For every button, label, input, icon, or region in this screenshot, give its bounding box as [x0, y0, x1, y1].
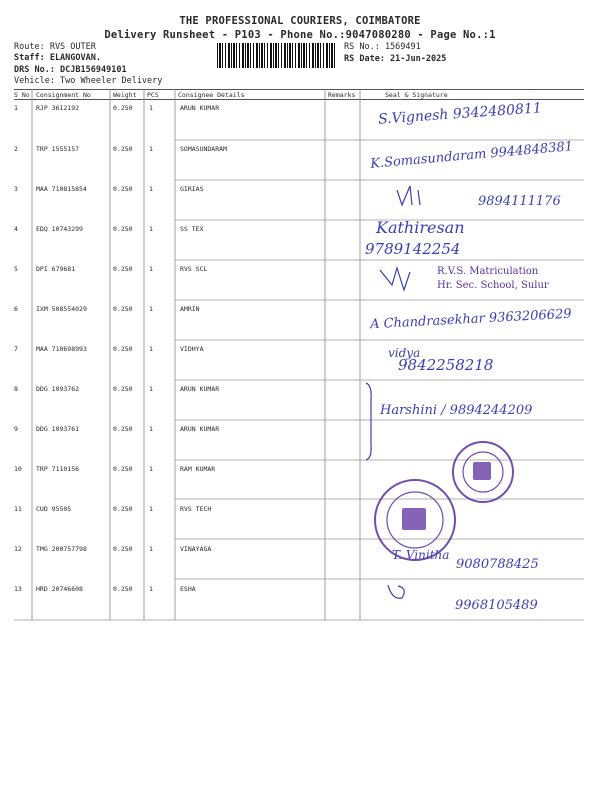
staff-label: Staff: ELANGOVAN.: [14, 53, 101, 63]
sno: 4: [14, 225, 18, 233]
col-header-sno: S No: [14, 91, 30, 99]
pcs: 1: [149, 545, 153, 553]
consignee: VIDHYA: [180, 345, 204, 353]
consignee: ARUN KUMAR: [180, 385, 220, 393]
signature-row-2: K.Somasundaram 9944848381: [369, 139, 574, 172]
sno: 9: [14, 425, 18, 433]
sno: 10: [14, 465, 22, 473]
weight: 0.250: [113, 305, 133, 313]
consignee: SOMASUNDARAM: [180, 145, 227, 153]
pcs: 1: [149, 345, 153, 353]
weight: 0.250: [113, 185, 133, 193]
weight: 0.250: [113, 425, 133, 433]
col-header-pcs: PCS: [147, 91, 159, 99]
sno: 5: [14, 265, 18, 273]
weight: 0.250: [113, 505, 133, 513]
col-header-consignment: Consignment No: [36, 91, 91, 99]
consignment-no: DDG 1093762: [36, 385, 80, 393]
sno: 2: [14, 145, 18, 153]
signature-row-7-name: vidya: [388, 346, 421, 360]
weight: 0.250: [113, 585, 133, 593]
sno: 11: [14, 505, 22, 513]
consignee: RVS TECH: [180, 505, 212, 513]
pcs: 1: [149, 305, 153, 313]
company-title: THE PROFESSIONAL COURIERS, COIMBATORE: [179, 15, 421, 27]
pcs: 1: [149, 385, 153, 393]
consignment-no: IXM 508554029: [36, 305, 87, 313]
col-header-signature: Seal & Signature: [385, 91, 448, 99]
pcs: 1: [149, 225, 153, 233]
consignment-no: CUD 95505: [36, 505, 72, 513]
weight: 0.250: [113, 545, 133, 553]
sno: 7: [14, 345, 18, 353]
consignment-no: DPI 679681: [36, 265, 76, 273]
consignee: RVS SCL: [180, 265, 208, 273]
weight: 0.250: [113, 265, 133, 273]
sno: 12: [14, 545, 22, 553]
signature-row-6: A Chandrasekhar 9363206629: [369, 306, 572, 333]
school-stamp-line-2: Hr. Sec. School, Sulur: [437, 280, 549, 291]
pcs: 1: [149, 265, 153, 273]
consignment-no: DDG 1093761: [36, 425, 80, 433]
pcs: 1: [149, 425, 153, 433]
weight: 0.250: [113, 385, 133, 393]
pcs: 1: [149, 104, 153, 112]
consignee: VINAYAGA: [180, 545, 212, 553]
sno: 8: [14, 385, 18, 393]
signature-rows-8-9: Harshini / 9894244209: [380, 403, 533, 418]
consignee: GIRIAS: [180, 185, 204, 193]
consignment-no: HRD 20746608: [36, 585, 83, 593]
sno: 1: [14, 104, 18, 112]
sno: 6: [14, 305, 18, 313]
consignee: ARUN KUMAR: [180, 425, 220, 433]
school-stamp-line-1: R.V.S. Matriculation: [437, 266, 539, 277]
signature-row-4-phone: 9789142254: [365, 240, 461, 258]
consignment-no: RJP 3612192: [36, 104, 80, 112]
signature-row-1: S.Vignesh 9342480811: [377, 100, 543, 128]
col-header-remarks: Remarks: [328, 91, 356, 99]
signature-row-4-name: Kathiresan: [376, 218, 465, 237]
sno: 13: [14, 585, 22, 593]
pcs: 1: [149, 185, 153, 193]
pcs: 1: [149, 465, 153, 473]
signature-row-13: 9968105489: [455, 598, 538, 613]
rs-number: RS No.: 1569491: [344, 42, 421, 52]
consignee: SS TEX: [180, 225, 204, 233]
weight: 0.250: [113, 225, 133, 233]
weight: 0.250: [113, 104, 133, 112]
consignee: ARUN KUMAR: [180, 104, 220, 112]
signature-row-3: 9894111176: [478, 194, 561, 209]
col-header-weight: Weight: [113, 91, 137, 99]
consignee: AMRIN: [180, 305, 200, 313]
consignment-no: TRP 7110156: [36, 465, 80, 473]
consignment-no: MAA 710698993: [36, 345, 87, 353]
signature-row-12-phone: 9080788425: [456, 557, 539, 572]
consignee: RAM KUMAR: [180, 465, 216, 473]
weight: 0.250: [113, 145, 133, 153]
sno: 3: [14, 185, 18, 193]
consignee: ESHA: [180, 585, 196, 593]
pcs: 1: [149, 585, 153, 593]
route-label: Route: RVS OUTER: [14, 42, 96, 52]
weight: 0.250: [113, 465, 133, 473]
consignment-no: MAA 710815854: [36, 185, 87, 193]
rs-date: RS Date: 21-Jun-2025: [344, 54, 447, 64]
consignment-no: TRP 1555157: [36, 145, 80, 153]
pcs: 1: [149, 505, 153, 513]
pcs: 1: [149, 145, 153, 153]
drs-number: DRS No.: DCJB156949101: [14, 65, 127, 75]
signature-row-12-name: T. Vinitha: [392, 548, 450, 562]
consignment-no: EDQ 10743299: [36, 225, 83, 233]
runsheet-subtitle: Delivery Runsheet - P103 - Phone No.:9047080280 - Page No.:1: [104, 29, 496, 41]
signature-row-7-phone: 9842258218: [398, 356, 494, 374]
col-header-consignee: Consignee Details: [178, 91, 245, 99]
vehicle-label: Vehicle: Two Wheeler Delivery: [14, 76, 163, 86]
weight: 0.250: [113, 345, 133, 353]
consignment-no: TMG 200757798: [36, 545, 87, 553]
